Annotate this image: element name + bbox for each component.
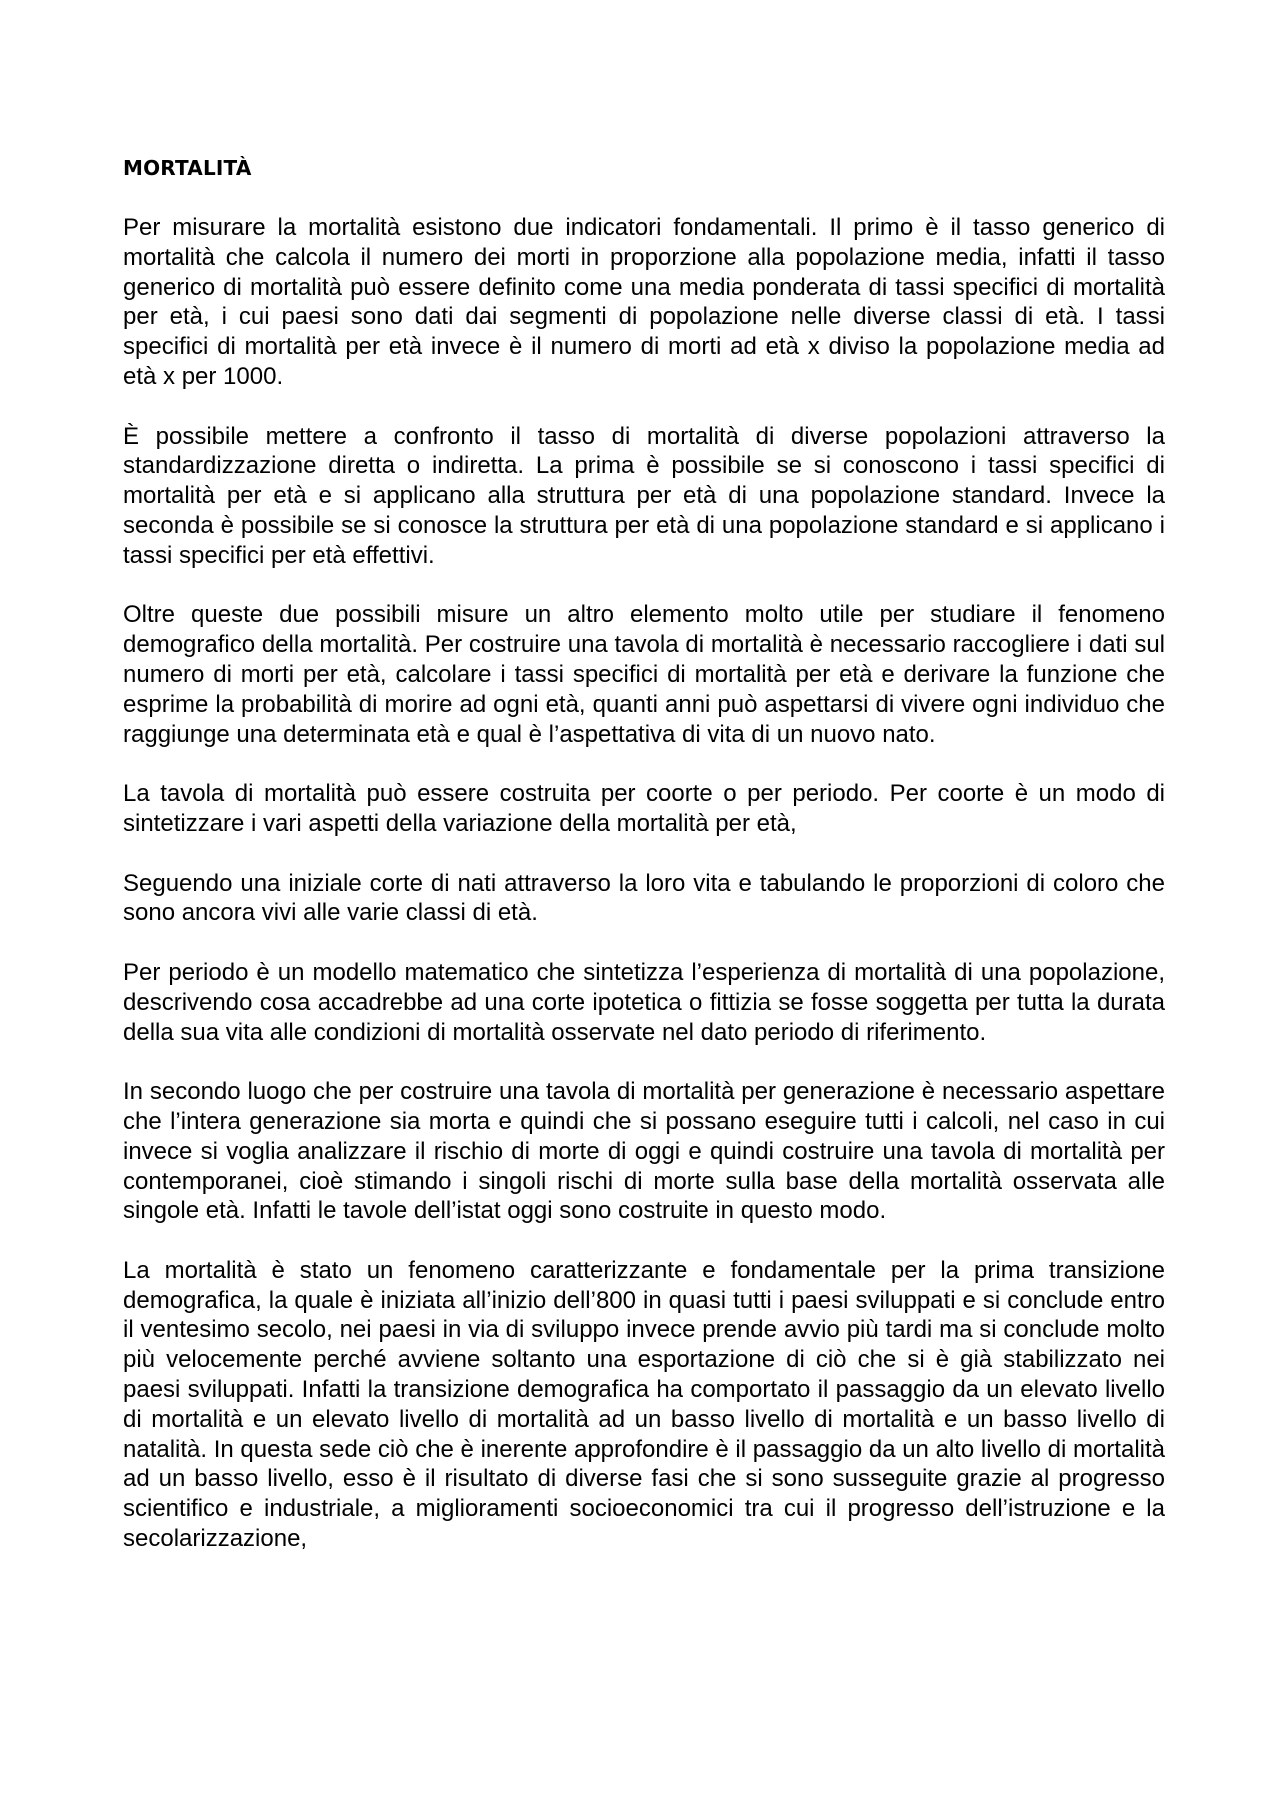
paragraph-indicators: Per misurare la mortalità esistono due indicatori fondamentali. Il primo è il tasso generico di mortalità che calcola il numero dei morti in proporzione alla popolazione media, infatti il tasso generico di mortalità può essere definito come una media ponderata di tassi specifici di mortalità per età, i cui paesi sono dati dai segmenti di popolazione nelle diverse classi di età. I tassi specifici di mortalità per età invece è il numero di morti ad età x diviso la popolazione media ad età x per 1000. <box>123 214 1165 390</box>
paragraph-life-table: Oltre queste due possibili misure un altro elemento molto utile per studiare il fenomeno demografico della mortalità. Per costruire una tavola di mortalità è necessario raccogliere i dati sul numero di morti per età, calcolare i tassi specifici di mortalità per età e derivare la funzione che esprime la probabilità di morire ad ogni età, quanti anni può aspettarsi di vivere ogni individuo che raggiunge una determinata età e qual è l’aspettativa di vita di un nuovo nato. <box>123 601 1165 748</box>
paragraph-standardization: È possibile mettere a confronto il tasso di mortalità di diverse popolazioni attraverso la standardizzazione diretta o indiretta. La prima è possibile se si conoscono i tassi specifici di mortalità per età e si applicano alla struttura per età di una popolazione standard. Invece la seconda è possibile se si conosce la struttura per età di una popolazione standard e si applicano i tassi specifici per età effettivi. <box>123 422 1165 569</box>
paragraph-cohort-definition: Seguendo una iniziale corte di nati attraverso la loro vita e tabulando le proporzioni di coloro che sono ancora vivi alle varie classi di età. <box>123 869 1165 927</box>
document-title: MORTALITÀ <box>123 156 252 180</box>
document-body <box>123 213 1165 1554</box>
paragraph-cohort-period: La tavola di mortalità può essere costruita per coorte o per periodo. Per coorte è un modo di sintetizzare i vari aspetti della variazione della mortalità per età, <box>123 780 1165 837</box>
paragraph-generation-table: In secondo luogo che per costruire una tavola di mortalità per generazione è necessario aspettare che l’intera generazione sia morta e quindi che si possano eseguire tutti i calcoli, nel caso in cui invece si voglia analizzare il rischio di morte di oggi e quindi costruire una tavola di mortalità per contemporanei, cioè stimando i singoli rischi di morte sulla base della mortalità osservata alle singole età. Infatti le tavole dell’istat oggi sono costruite in questo modo. <box>123 1078 1165 1225</box>
paragraph-demographic-transition: La mortalità è stato un fenomeno caratterizzante e fondamentale per la prima transizione demografica, la quale è iniziata all’inizio dell’800 in quasi tutti i paesi sviluppati e si conclude entro il ventesimo secolo, nei paesi in via di sviluppo invece prende avvio più tardi ma si conclude molto più velocemente perché avviene soltanto una esportazione di ciò che si è già stabilizzato nei paesi sviluppati. Infatti la transizione demografica ha comportato il passaggio da un elevato livello di mortalità e un elevato livello di mortalità ad un basso livello di mortalità e un basso livello di natalità. In questa sede ciò che è inerente approfondire è il passaggio da un alto livello di mortalità ad un basso livello, esso è il risultato di diverse fasi che si sono susseguite grazie al progresso scientifico e industriale, a miglioramenti socioeconomici tra cui il progresso dell’istruzione e la secolarizzazione, <box>123 1256 1165 1553</box>
paragraph-period-definition: Per periodo è un modello matematico che sintetizza l’esperienza di mortalità di una popolazione, descrivendo cosa accadrebbe ad una corte ipotetica o fittizia se fosse soggetta per tutta la durata della sua vita alle condizioni di mortalità osservate nel dato periodo di riferimento. <box>123 958 1165 1046</box>
